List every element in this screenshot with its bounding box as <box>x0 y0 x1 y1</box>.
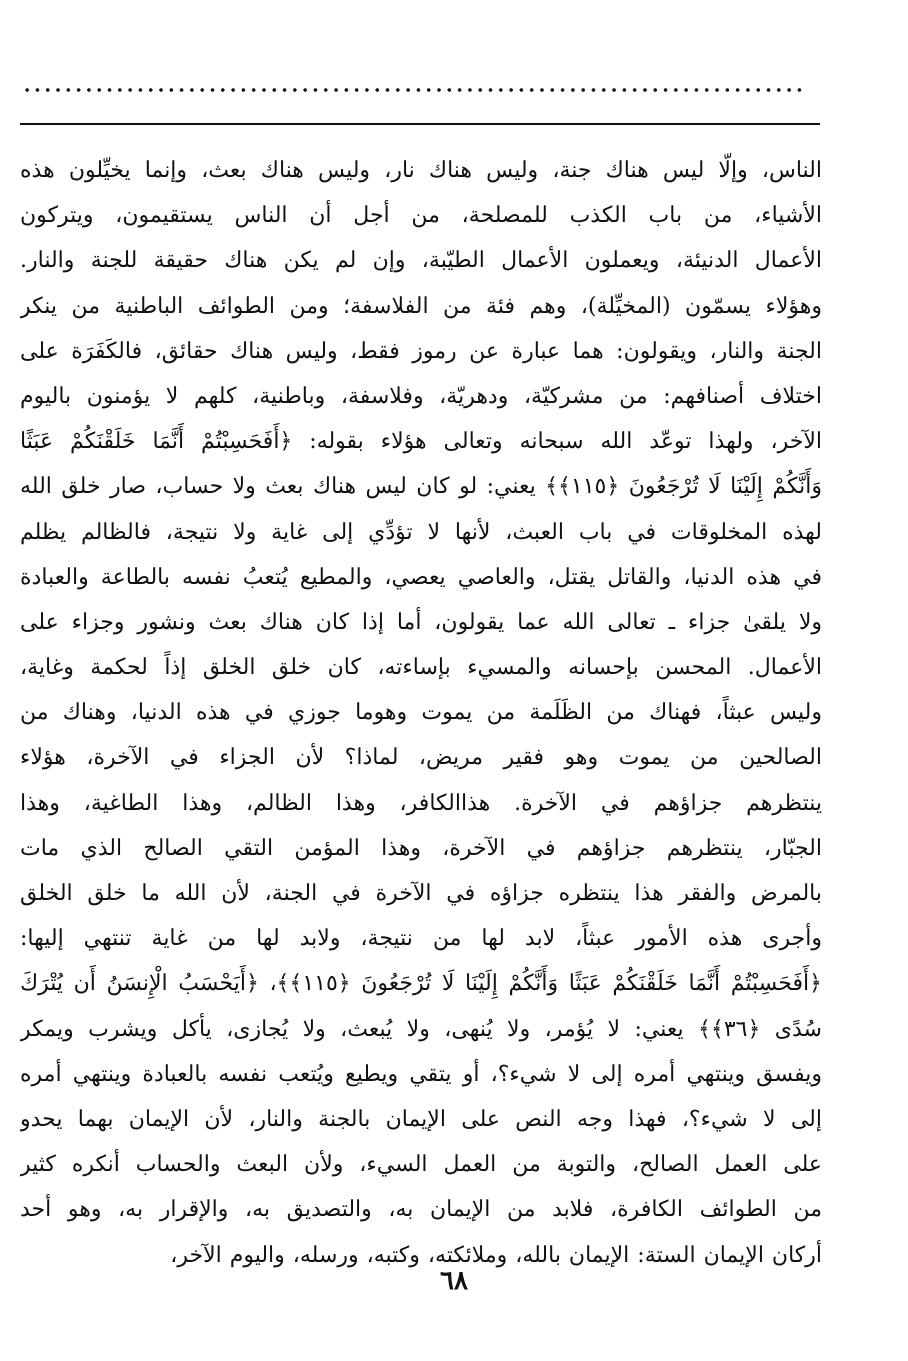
body-text <box>20 148 822 1278</box>
text-line: على العمل الصالح، والتوبة من العمل السيء، ولأن البعث والحساب أنكره كثير <box>20 1152 822 1178</box>
text-line: وهؤلاء يسمّون (المخيِّلة)، وهم فئة من الفلاسفة؛ ومن الطوائف الباطنية من ينكر <box>20 293 822 319</box>
text-line: الأعمال. المحسن بإحسانه والمسيء بإساءته، كان خلق الخلق إذاً لحكمة وغاية، <box>20 655 822 681</box>
text-line: الجبّار، ينتظرهم جزاؤهم في الآخرة، وهذا المؤمن التقي الصالح الذي مات <box>20 835 822 861</box>
text-line: وَأَنَّكُمْ إِلَيْنَا لَا تُرْجَعُونَ ﴿١١٥﴾﴾ يعني: لو كان ليس هناك بعث ولا حساب، صار خلق الله <box>20 474 822 500</box>
text-line: ولا يلقىٰ جزاء ـ تعالى الله عما يقولون، أما إذا كان هناك بعث ونشور وجزاء على <box>20 609 822 635</box>
text-line: لهذه المخلوقات في باب العبث، لأنها لا تؤدِّي إلى غاية ولا نتيجة، فالظالم يظلم <box>20 519 822 545</box>
text-line: الأشياء، من باب الكذب للمصلحة، من أجل أن الناس يستقيمون، ويتركون <box>20 203 822 229</box>
text-line: الأعمال الدنيئة، ويعملون الأعمال الطيّبة، وإن لم يكن هناك حقيقة للجنة والنار. <box>20 248 822 274</box>
text-line: ينتظرهم جزاؤهم في الآخرة. هذاالكافر، وهذا الظالم، وهذا الطاغية، وهذا <box>20 790 822 816</box>
text-line: الناس، وإلّا ليس هناك جنة، وليس هناك نار، وليس هناك بعث، وإنما يخيِّلون هذه <box>20 158 822 183</box>
text-line: من الطوائف الكافرة، فلابد من الإيمان به، والتصديق به، والإقرار به، وهو أحد <box>20 1197 822 1223</box>
text-line: الآخر، ولهذا توعّد الله سبحانه وتعالى هؤلاء بقوله: ﴿أَفَحَسِبْتُمْ أَنَّمَا خَلَقْنَكُمْ عَبَثًا <box>20 429 822 455</box>
text-line: ويفسق وينتهي أمره إلى لا شيء؟، أو يتقي ويطيع ويُتعب نفسه بالعبادة وينتهي أمره <box>20 1061 822 1087</box>
text-line: في هذه الدنيا، والقاتل يقتل، والعاصي يعصي، والمطيع يُتعبُ نفسه بالطاعة والعبادة <box>20 564 822 590</box>
text-line: ﴿أَفَحَسِبْتُمْ أَنَّمَا خَلَقْنَكُمْ عَبَثًا وَأَنَّكُمْ إِلَيْنَا لَا تُرْجَعُونَ ﴿١١٥﴾﴾، ﴿أَيَحْسَبُ الْإِنسَنُ أَن يُتْرَكَ <box>20 971 822 997</box>
text-line: اختلاف أصنافهم: من مشركيّة، ودهريّة، وفلاسفة، وباطنية، كلهم لا يؤمنون باليوم <box>20 383 822 409</box>
text-line: سُدًى ﴿٣٦﴾﴾ يعني: لا يُؤمر، ولا يُنهى، ولا يُبعث، ولا يُجازى، يأكل ويشرب ويمكر <box>20 1016 822 1042</box>
header-rule <box>20 123 820 125</box>
header-dotted-line <box>22 86 802 94</box>
text-line: الجنة والنار، ويقولون: هما عبارة عن رموز فقط، وليس هناك حقائق، فالكَفَرَة على <box>20 338 822 364</box>
text-line: وأجرى هذه الأمور عبثاً، لابد لها من نتيجة، ولابد لها من غاية تنتهي إليها: <box>20 926 822 952</box>
text-line: بالمرض والفقر هذا ينتظره جزاؤه في الآخرة في الجنة، لأن الله ما خلق الخلق <box>20 881 822 906</box>
text-line: الصالحين من يموت وهو فقير مريض، لماذا؟ لأن الجزاء في الآخرة، هؤلاء <box>20 745 822 771</box>
text-line: وليس عبثاً، فهناك من الظَلَمة من يموت وهوما جوزي في هذه الدنيا، وهناك من <box>20 700 822 726</box>
text-line: أركان الإيمان الستة: الإيمان بالله، وملائكته، وكتبه، ورسله، واليوم الآخر، <box>170 1242 822 1268</box>
page-number: ٦٨ <box>440 1266 468 1296</box>
text-line: إلى لا شيء؟، فهذا وجه النص على الإيمان بالجنة والنار، لأن الإيمان بهما يحدو <box>20 1106 822 1132</box>
